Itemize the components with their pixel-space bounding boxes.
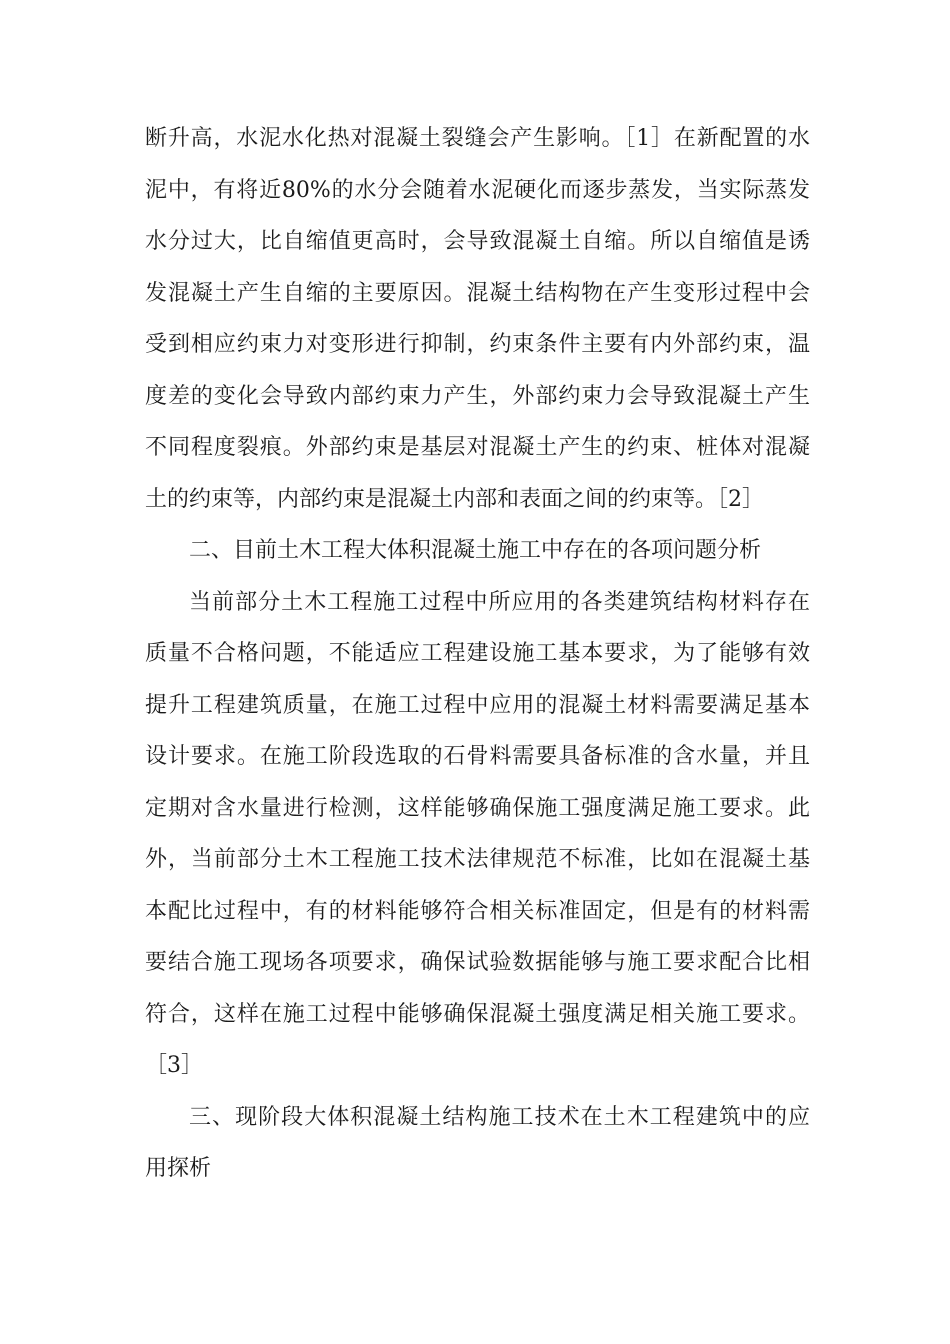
body-text — [145, 113, 810, 1195]
text-line: 设计要求。在施工阶段选取的石骨料需要具备标准的含水量，并且 — [145, 744, 810, 769]
text-line: 外，当前部分土木工程施工技术法律规范不标准，比如在混凝土基 — [145, 847, 810, 872]
text-line: 提升工程建筑质量，在施工过程中应用的混凝土材料需要满足基本 — [145, 692, 810, 718]
text-line: 度差的变化会导致内部约束力产生，外部约束力会导致混凝土产生 — [145, 383, 810, 409]
text-line: 土的约束等，内部约束是混凝土内部和表面之间的约束等。［2］ — [145, 486, 764, 512]
text-line: ［3］ — [145, 1053, 203, 1078]
text-line: 发混凝土产生自缩的主要原因。混凝土结构物在产生变形过程中会 — [145, 280, 810, 306]
section-heading-continued: 用探析 — [145, 1156, 212, 1181]
text-line: 要结合施工现场各项要求，确保试验数据能够与施工要求配合比相 — [145, 950, 810, 975]
text-line: 泥中，有将近80%的水分会随着水泥硬化而逐步蒸发，当实际蒸发 — [145, 177, 810, 203]
text-line: 不同程度裂痕。外部约束是基层对混凝土产生的约束、桩体对混凝 — [145, 435, 810, 460]
text-line: 水分过大，比自缩值更高时，会导致混凝土自缩。所以自缩值是诱 — [145, 229, 810, 254]
text-line: 定期对含水量进行检测，这样能够确保施工强度满足施工要求。此 — [145, 795, 810, 821]
section-heading: 三、现阶段大体积混凝土结构施工技术在土木工程建筑中的应 — [189, 1104, 810, 1130]
text-line: 断升高，水泥水化热对混凝土裂缝会产生影响。［1］在新配置的水 — [145, 126, 810, 151]
text-line: 当前部分土木工程施工过程中所应用的各类建筑结构材料存在 — [189, 589, 810, 615]
text-line: 符合，这样在施工过程中能够确保混凝土强度满足相关施工要求。 — [145, 1001, 810, 1027]
text-line: 受到相应约束力对变形进行抑制，约束条件主要有内外部约束，温 — [145, 332, 810, 357]
text-line: 本配比过程中，有的材料能够符合相关标准固定，但是有的材料需 — [145, 898, 810, 924]
text-line: 质量不合格问题，不能适应工程建设施工基本要求，为了能够有效 — [145, 641, 810, 666]
section-heading: 二、目前土木工程大体积混凝土施工中存在的各项问题分析 — [189, 538, 762, 563]
